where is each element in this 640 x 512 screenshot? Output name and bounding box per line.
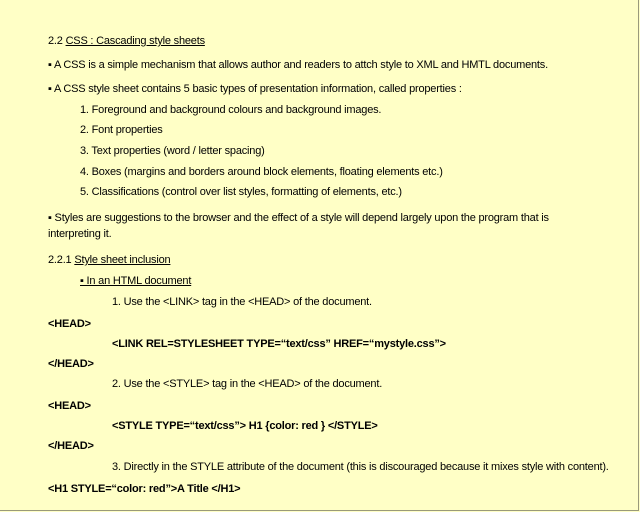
property-item-2: 2. Font properties (80, 124, 163, 136)
method1-head-close: </HEAD> (48, 358, 94, 370)
subsection-heading (48, 254, 170, 267)
method1-code: <LINK REL=STYLESHEET TYPE=“text/css” HREF=“mystyle.css”> (112, 338, 446, 350)
property-item-1: 1. Foreground and background colours and background images. (80, 104, 382, 116)
method2-code: <STYLE TYPE=“text/css”> H1 {color: red } </STYLE> (112, 420, 378, 432)
property-item-5: 5. Classifications (control over list styles, formatting of elements, etc.) (80, 186, 402, 198)
method1-text: 1. Use the <LINK> tag in the <HEAD> of the document. (112, 296, 372, 308)
subsection-title: Style sheet inclusion (74, 254, 171, 266)
section-number: 2.2 (48, 35, 63, 47)
method3-text: 3. Directly in the STYLE attribute of the document (this is discouraged because it mixes style with content). (112, 461, 609, 473)
property-item-4: 4. Boxes (margins and borders around block elements, floating elements etc.) (80, 166, 443, 178)
property-item-3: 3. Text properties (word / letter spacing) (80, 145, 265, 157)
styles-note: ▪ Styles are suggestions to the browser and the effect of a style will depend largely upon the program that is interpreting it. (48, 212, 549, 240)
html-document-heading: ▪ In an HTML document (80, 275, 192, 287)
section-title: CSS : Cascading style sheets (65, 35, 205, 47)
method2-text: 2. Use the <STYLE> tag in the <HEAD> of the document. (112, 378, 383, 390)
method3-code: <H1 STYLE=“color: red”>A Title </H1> (48, 483, 241, 495)
subsection-number: 2.2.1 (48, 254, 72, 266)
intro-bullet-1: ▪ A CSS is a simple mechanism that allows author and readers to attch style to XML and HMTL documents. (48, 59, 548, 71)
method2-head-open: <HEAD> (48, 400, 91, 412)
intro-bullet-2: ▪ A CSS style sheet contains 5 basic types of presentation information, called properties : (48, 83, 462, 95)
method2-head-close: </HEAD> (48, 440, 94, 452)
method1-head-open: <HEAD> (48, 318, 91, 330)
section-heading (48, 35, 205, 48)
